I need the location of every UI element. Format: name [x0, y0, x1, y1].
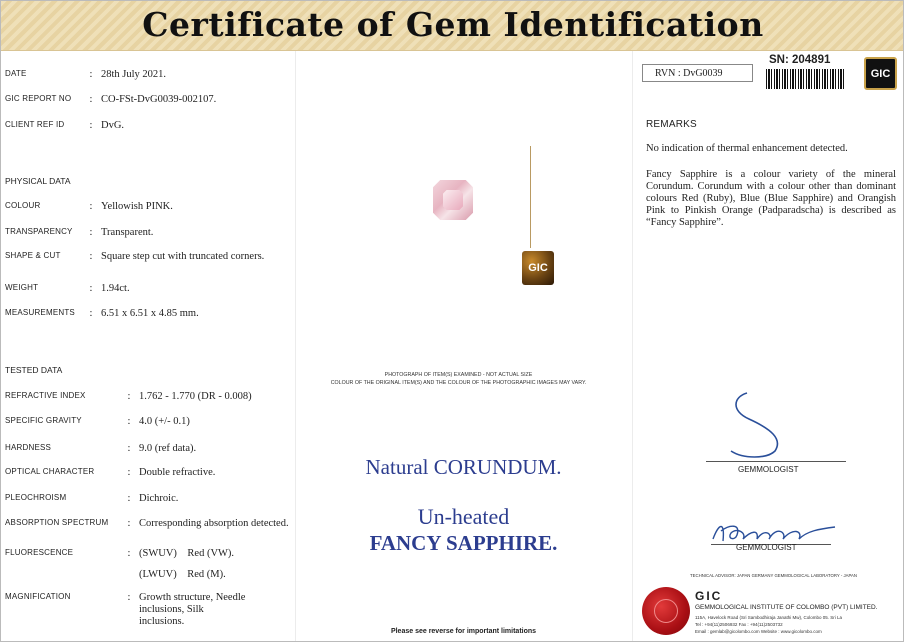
colour-value: Yellowish PINK. [101, 201, 173, 212]
transparency-row: TRANSPARENCY : Transparent. [5, 227, 271, 239]
reverse-note: Please see reverse for important limitations [390, 628, 537, 635]
colour-row: COLOUR : Yellowish PINK. [5, 201, 271, 213]
magnification-row: MAGNIFICATION : Growth structure, Needle inclusions, Silk inclusions. [5, 592, 249, 628]
remark-fancy-sapphire: Fancy Sapphire is a colour variety of the mineral Corundum. Corundum with a colour other than dominant colours Red (Ruby), Blue (Blue Sapphire) and Orangish Pink to Pinkish Orange (Padparadscha) is described as “Fancy Sapphire”. [646, 169, 896, 228]
magnification-label: MAGNIFICATION [5, 592, 71, 601]
remarks-title: REMARKS [646, 119, 697, 130]
pleochroism-row: PLEOCHROISM : Dichroic. [5, 493, 309, 505]
barcode [766, 69, 846, 89]
wax-seal-emblem [654, 599, 678, 623]
transparency-value: Transparent. [101, 227, 154, 238]
optical-character-value: Double refractive. [139, 467, 216, 478]
transparency-label: TRANSPARENCY [5, 227, 73, 236]
org-name: GEMMOLOGICAL INSTITUTE OF COLOMBO (PVT) LIMITED. [695, 604, 878, 611]
date-row: DATE : 28th July 2021. [5, 69, 271, 81]
species-name: CORUNDUM. [433, 455, 562, 479]
report-no-value: CO-FSt-DvG0039-002107. [101, 94, 217, 105]
hardness-label: HARDNESS [5, 443, 52, 452]
tested-data-title: TESTED DATA [5, 365, 63, 375]
gemmologist-label-2: GEMMOLOGIST [736, 543, 797, 552]
org-short-name: GIC [695, 589, 723, 603]
gemmologist-signature-2 [707, 513, 843, 547]
fluorescence-label: FLUORESCENCE [5, 548, 74, 557]
gic-logo-corner: GIC [864, 57, 897, 90]
refractive-index-row: REFRACTIVE INDEX : 1.762 - 1.770 (DR - 0.008) [5, 391, 309, 403]
physical-data-title: PHYSICAL DATA [5, 176, 71, 186]
fluorescence-lwuv-value: (LWUV) Red (M). [139, 569, 226, 580]
fluorescence-lwuv-label [5, 569, 119, 581]
gem-table-facet [443, 190, 463, 210]
specific-gravity-label: SPECIFIC GRAVITY [5, 416, 82, 425]
certificate-title: Certificate of Gem Identification [142, 5, 764, 44]
report-no-row: GIC REPORT NO : CO-FSt-DvG0039-002107. [5, 94, 271, 106]
optical-character-label: OPTICAL CHARACTER [5, 467, 95, 476]
colour-label: COLOUR [5, 201, 41, 210]
gemmologist-label-1: GEMMOLOGIST [738, 465, 799, 474]
hardness-value: 9.0 (ref data). [139, 443, 197, 454]
gemmologist-signature-1 [723, 385, 815, 461]
org-web: Email : gemlab@gicolombo.com Website : www.gicolombo.com [695, 629, 822, 634]
client-ref-row: CLIENT REF ID : DvG. [5, 120, 271, 132]
shape-cut-row: SHAPE & CUT : Square step cut with truncated corners. [5, 251, 271, 263]
variety-heading: FANCY SAPPHIRE. [369, 531, 558, 555]
fluorescence-lwuv-row [5, 569, 309, 581]
refractive-index-label: REFRACTIVE INDEX [5, 391, 86, 400]
treatment-heading: Un-heated [417, 504, 510, 529]
photo-caption-line1: PHOTOGRAPH OF ITEM(S) EXAMINED - NOT ACTUAL SIZE [384, 372, 533, 378]
fluorescence-row: FLUORESCENCE : (SWUV) Red (VW). [5, 548, 309, 560]
org-address: 115A, Havelock Road (Sri Sambodhiraja Janathi Mw), Colombo 05. Sri La [695, 615, 842, 620]
measurements-label: MEASUREMENTS [5, 308, 75, 317]
gic-logo-badge: GIC [522, 251, 554, 285]
rvn-box: RVN : DvG0039 [642, 64, 753, 82]
technical-advisor: TECHNICAL ADVISOR: JAPAN GERMANY GEMMOLOGICAL LABORATORY - JAPAN [690, 573, 857, 578]
report-no-label: GIC REPORT NO [5, 94, 72, 103]
date-value: 28th July 2021. [101, 69, 167, 80]
optical-character-row: OPTICAL CHARACTER : Double refractive. [5, 467, 309, 479]
weight-row: WEIGHT : 1.94ct. [5, 283, 271, 295]
specific-gravity-row: SPECIFIC GRAVITY : 4.0 (+/- 0.1) [5, 416, 309, 428]
measurements-row: MEASUREMENTS : 6.51 x 6.51 x 4.85 mm. [5, 308, 271, 320]
photo-caption-line2: COLOUR OF THE ORIGINAL ITEM(S) AND THE COLOUR OF THE PHOTOGRAPHIC IMAGES MAY VARY. [330, 380, 587, 386]
fluorescence-swuv-value: (SWUV) Red (VW). [139, 548, 235, 559]
absorption-spectrum-row: ABSORPTION SPECTRUM : Corresponding absorption detected. [5, 518, 309, 530]
weight-label: WEIGHT [5, 283, 39, 292]
shape-cut-value: Square step cut with truncated corners. [101, 251, 265, 262]
natural-prefix: Natural [365, 455, 434, 479]
fold-line-right [632, 51, 633, 642]
specific-gravity-value: 4.0 (+/- 0.1) [139, 416, 190, 427]
pleochroism-label: PLEOCHROISM [5, 493, 67, 502]
hardness-row: HARDNESS : 9.0 (ref data). [5, 443, 309, 455]
client-ref-value: DvG. [101, 120, 125, 131]
remark-thermal: No indication of thermal enhancement detected. [646, 143, 848, 154]
serial-number: SN: 204891 [769, 54, 831, 66]
species-heading [301, 455, 626, 480]
signature-line-1 [706, 461, 846, 462]
absorption-spectrum-value: Corresponding absorption detected. [139, 518, 289, 529]
date-label: DATE [5, 69, 27, 78]
measurements-value: 6.51 x 6.51 x 4.85 mm. [101, 308, 199, 319]
refractive-index-value: 1.762 - 1.770 (DR - 0.008) [139, 391, 252, 402]
pleochroism-value: Dichroic. [139, 493, 179, 504]
absorption-spectrum-label: ABSORPTION SPECTRUM [5, 518, 109, 527]
shape-cut-label: SHAPE & CUT [5, 251, 61, 260]
weight-value: 1.94ct. [101, 283, 130, 294]
magnification-value: Growth structure, Needle inclusions, Silk inclusions. [139, 592, 246, 627]
org-contact: Tel : +94(11)2506932 Fax : +94(11)2503732 [695, 622, 783, 627]
client-ref-label: CLIENT REF ID [5, 120, 65, 129]
photo-measure-line [530, 146, 531, 248]
